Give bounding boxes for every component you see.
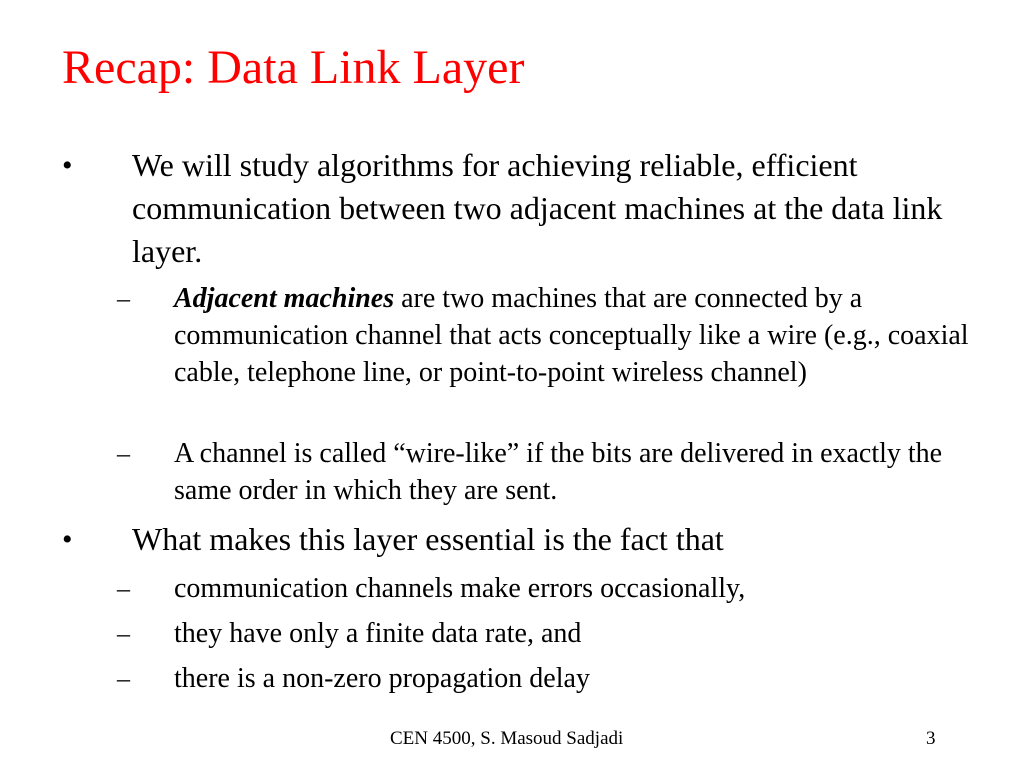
bullet-marker: • [62, 149, 73, 182]
sub-bullet-text: there is a non-zero propagation delay [174, 663, 590, 694]
bullet-item-layer-essential [62, 518, 982, 561]
sub-bullet-text: A channel is called “wire-like” if the bits are delivered in exactly the same order in which they are sent. [174, 438, 943, 506]
bullet-marker: • [62, 523, 73, 556]
sub-bullet-item-wire-like [117, 435, 974, 509]
dash-marker: – [117, 619, 130, 648]
sub-bullet-item-adjacent-machines [117, 280, 974, 391]
slide-title: Recap: Data Link Layer [62, 41, 525, 94]
bullet-item-study-algorithms [62, 144, 982, 273]
bullet-text: We will study algorithms for achieving reliable, efficient communication between two adjacent machines at the data link layer. [132, 147, 943, 269]
sub-bullet-text: are two machines that are connected by a communication channel that acts conceptually like a wire (e.g., coaxial cable, telephone line, or point-to-point wireless channel) [174, 283, 969, 388]
slide-page-number: 3 [926, 728, 936, 749]
dash-marker: – [117, 439, 130, 468]
sub-bullet-text: communication channels make errors occasionally, [174, 573, 746, 604]
sub-bullet-item-propagation-delay [117, 660, 974, 697]
sub-bullet-text: they have only a finite data rate, and [174, 618, 582, 649]
slide-footer-text: CEN 4500, S. Masoud Sadjadi [390, 728, 624, 749]
sub-bullet-item-errors [117, 570, 974, 607]
dash-marker: – [117, 284, 130, 313]
emphasis-term: Adjacent machines [174, 283, 395, 314]
dash-marker: – [117, 664, 130, 693]
bullet-text: What makes this layer essential is the fact that [132, 521, 724, 557]
sub-bullet-item-data-rate [117, 615, 974, 652]
dash-marker: – [117, 574, 130, 603]
